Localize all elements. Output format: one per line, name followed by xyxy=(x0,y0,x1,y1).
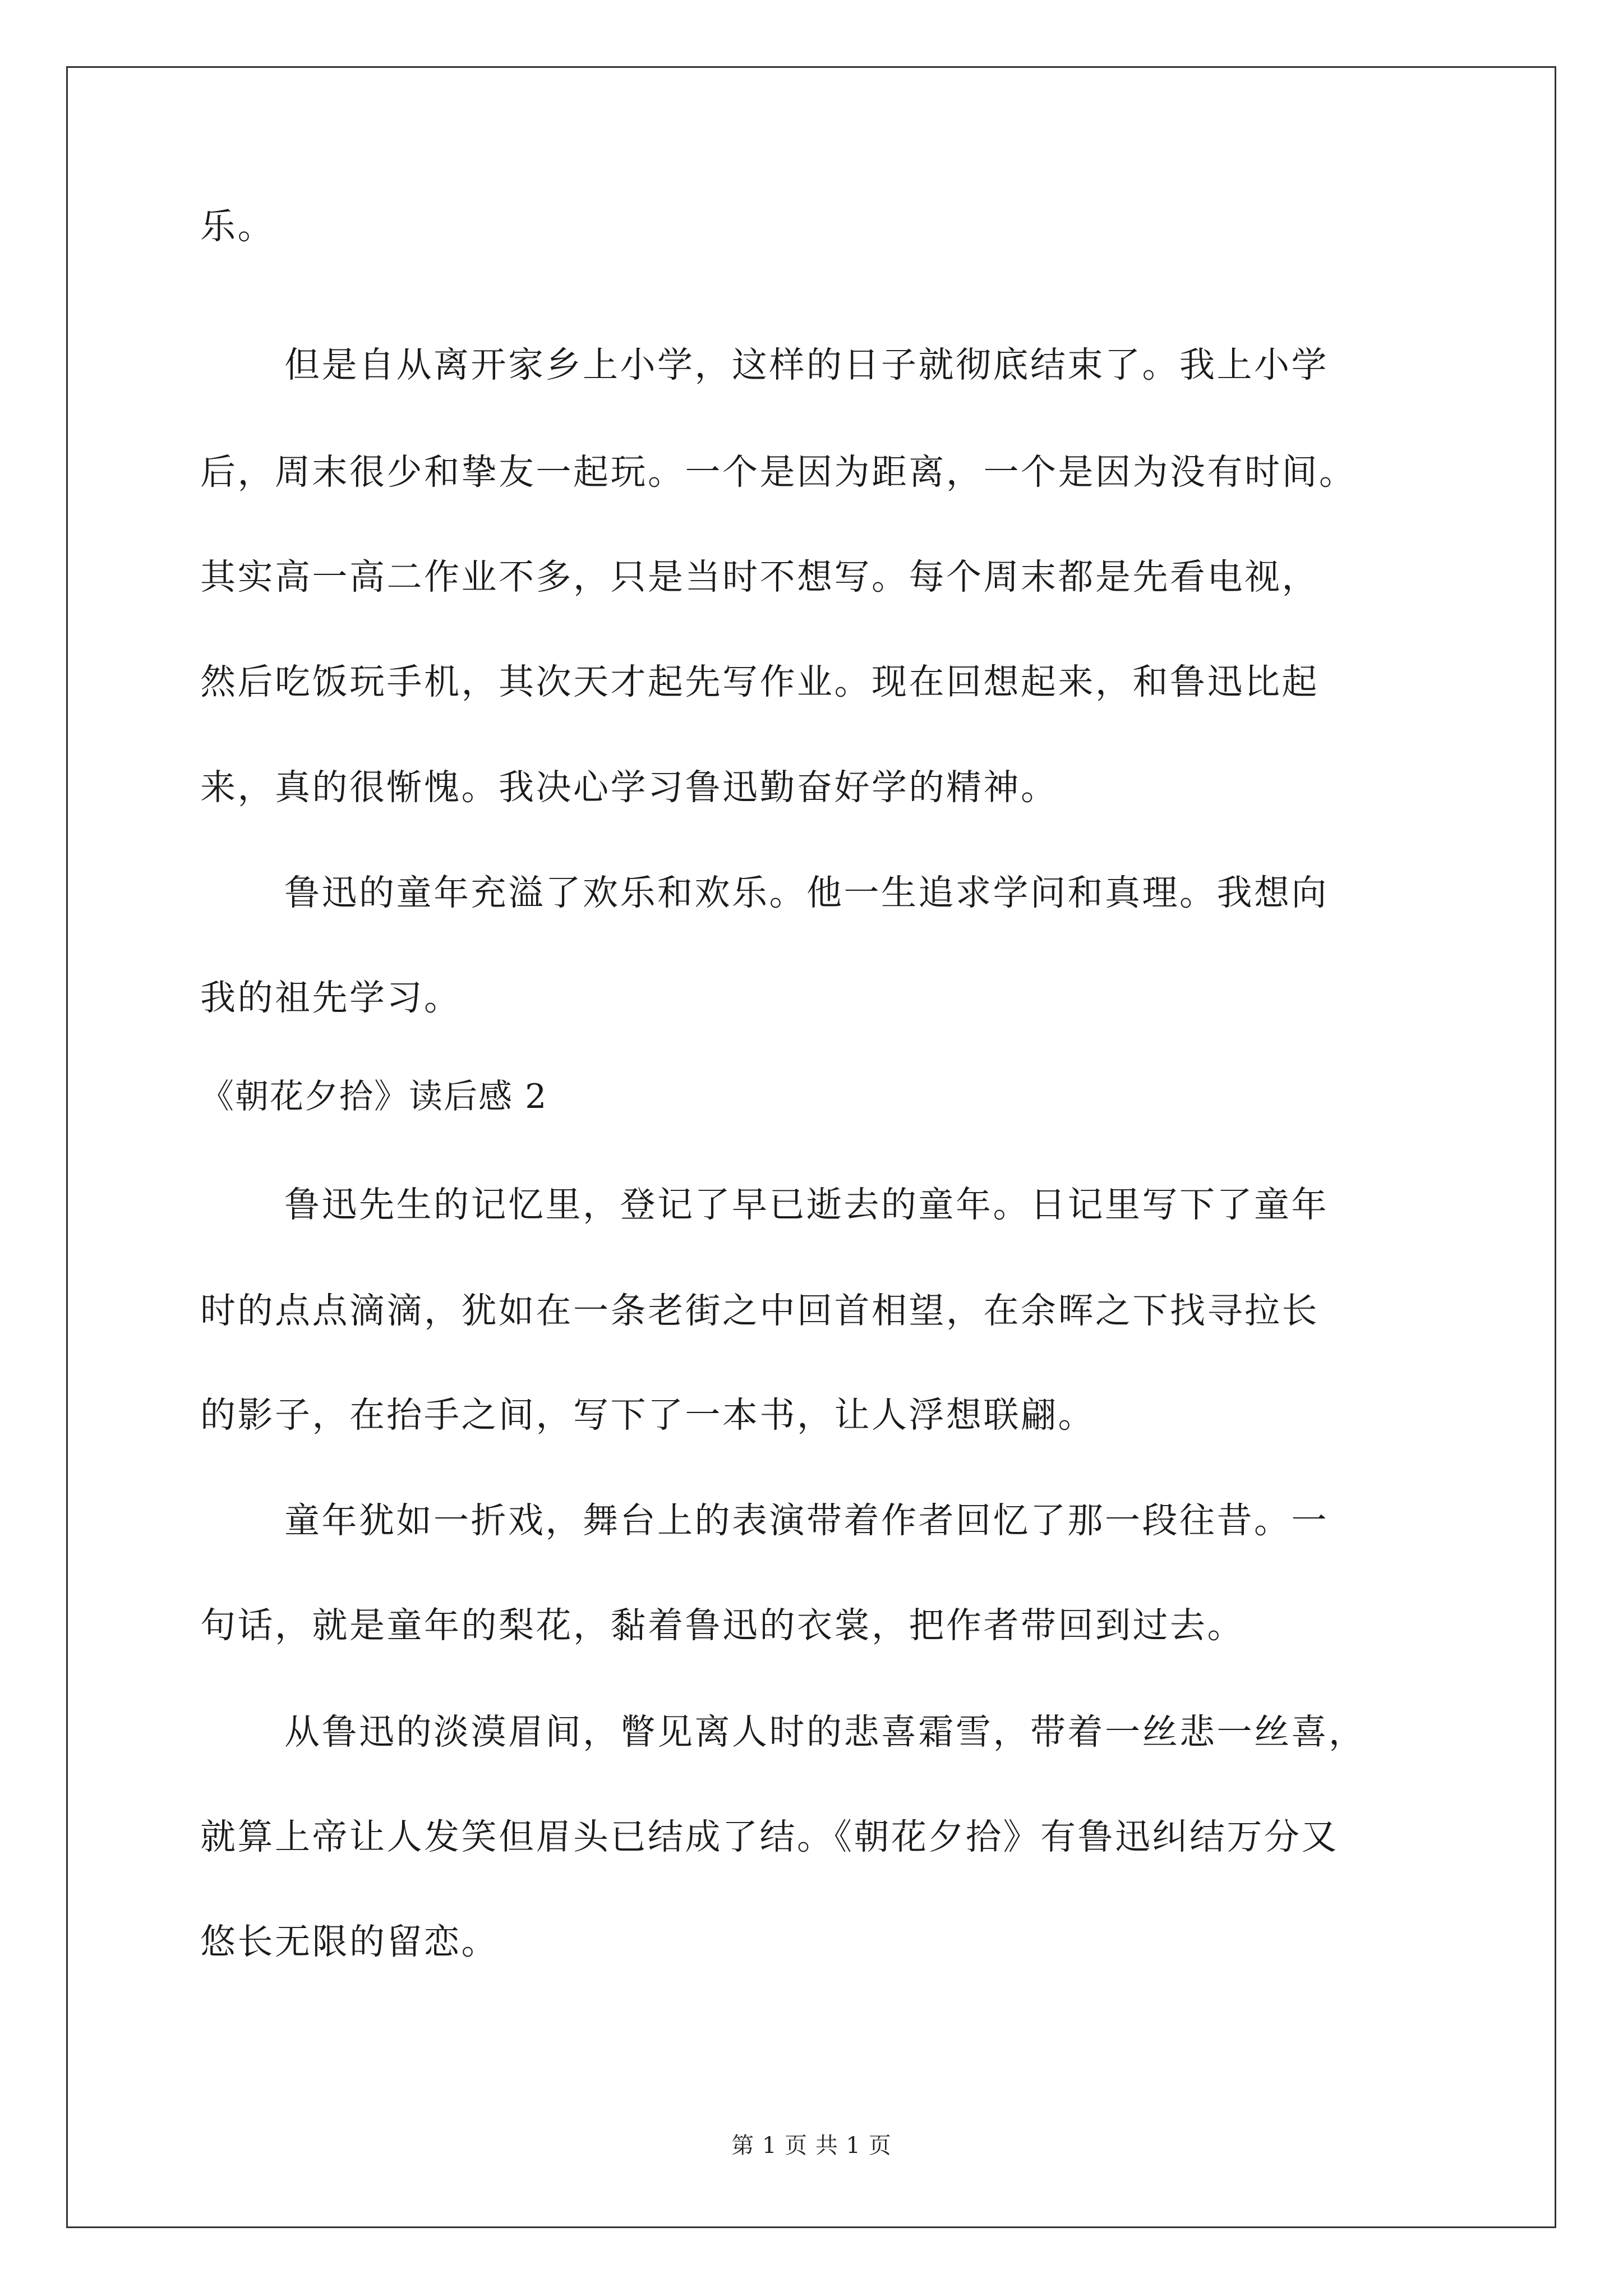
paragraph-line: 鲁迅先生的记忆里，登记了早已逝去的童年。日记里写下了童年 xyxy=(284,1184,1329,1225)
section-title: 《朝花夕拾》读后感 2 xyxy=(200,1077,548,1116)
text-line: 乐。 xyxy=(200,206,275,247)
text-line: 悠长无限的留恋。 xyxy=(200,1921,499,1962)
paragraph-line: 鲁迅的童年充溢了欢乐和欢乐。他一生追求学问和真理。我想向 xyxy=(284,872,1329,913)
page-border xyxy=(66,66,1556,2228)
page-number-footer: 第 1 页 共 1 页 xyxy=(731,2133,892,2159)
paragraph-line: 但是自从离开家乡上小学，这样的日子就彻底结束了。我上小学 xyxy=(284,344,1329,385)
text-line: 就算上帝让人发笑但眉头已结成了结。《朝花夕拾》有鲁迅纠结万分又 xyxy=(200,1816,1339,1857)
text-line: 句话，就是童年的梨花，黏着鲁迅的衣裳，把作者带回到过去。 xyxy=(200,1605,1244,1646)
paragraph-line: 童年犹如一折戏，舞台上的表演带着作者回忆了那一段往昔。一 xyxy=(284,1500,1329,1541)
text-line: 我的祖先学习。 xyxy=(200,977,462,1018)
text-line: 后，周末很少和挚友一起玩。一个是因为距离，一个是因为没有时间。 xyxy=(200,452,1357,493)
paragraph-line: 从鲁迅的淡漠眉间，瞥见离人时的悲喜霜雪，带着一丝悲一丝喜， xyxy=(284,1711,1366,1752)
text-line: 的影子，在抬手之间，写下了一本书，让人浮想联翩。 xyxy=(200,1395,1095,1435)
text-line: 时的点点滴滴，犹如在一条老街之中回首相望，在余晖之下找寻拉长 xyxy=(200,1290,1319,1331)
text-line: 然后吃饭玩手机，其次天才起先写作业。现在回想起来，和鲁迅比起 xyxy=(200,661,1319,702)
text-line: 其实高一高二作业不多，只是当时不想写。每个周末都是先看电视， xyxy=(200,556,1319,597)
text-line: 来，真的很惭愧。我决心学习鲁迅勤奋好学的精神。 xyxy=(200,767,1058,808)
